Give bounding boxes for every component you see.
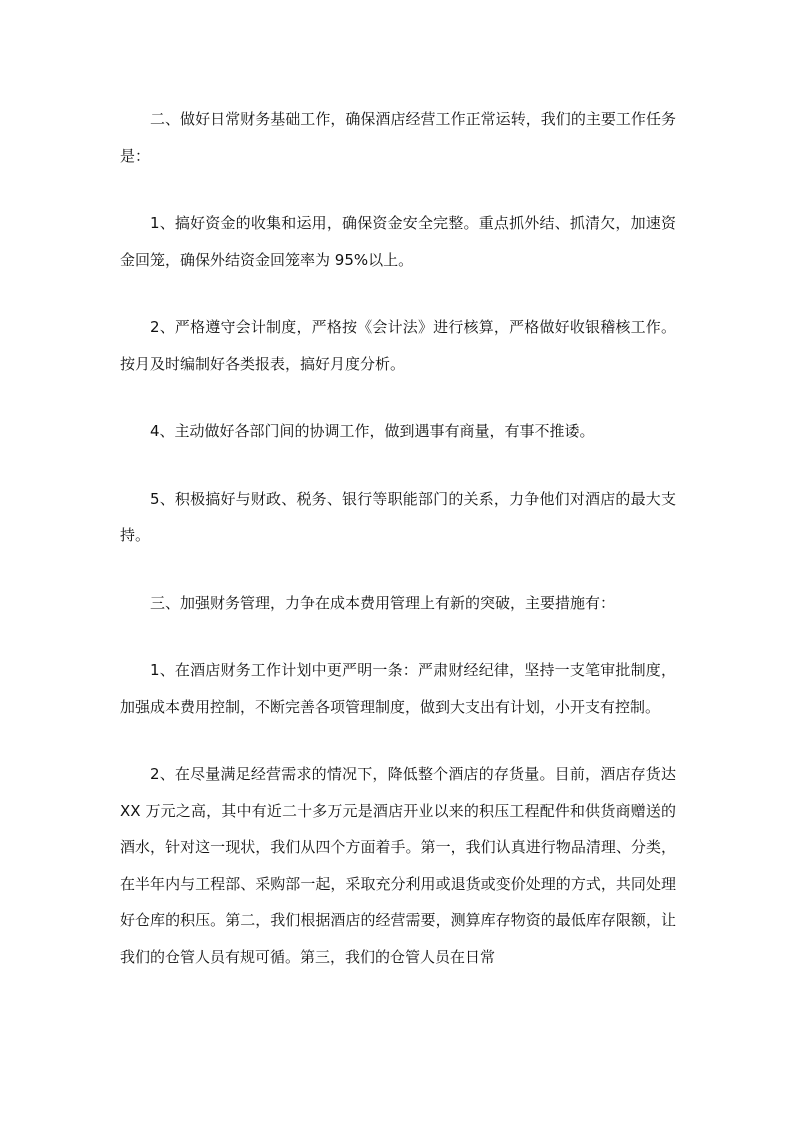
paragraph-item-4-coordination: 4、主动做好各部门间的协调工作，做到遇事有商量，有事不推诿。 [150, 422, 595, 440]
document-body [120, 101, 676, 975]
paragraph-gap [120, 450, 676, 481]
paragraph-item-5-relations: 5、积极搞好与财政、税务、银行等职能部门的关系，力争他们对酒店的最大支持。 [120, 489, 676, 544]
paragraph-item-1-funds: 1、搞好资金的收集和运用，确保资金安全完整。重点抓外结、抓清欠，加速资金回笼，确保外结资金回笼率为 95%以上。 [120, 214, 676, 269]
paragraph-measure-1-discipline: 1、在酒店财务工作计划中更严明一条：严肃财经纪律，坚持一支笔审批制度，加强成本费用控制，不断完善各项管理制度，做到大支出有计划，小开支有控制。 [120, 661, 676, 716]
paragraph-section-two-heading: 二、做好日常财务基础工作，确保酒店经营工作正常运转，我们的主要工作任务是： [120, 110, 676, 165]
paragraph-gap [120, 174, 676, 205]
paragraph-item-2-accounting: 2、严格遵守会计制度，严格按《会计法》进行核算，严格做好收银稽核工作。按月及时编制好各类报表，搞好月度分析。 [120, 318, 676, 373]
paragraph-gap [120, 621, 676, 652]
paragraph-gap [120, 725, 676, 756]
paragraph-gap [120, 382, 676, 413]
paragraph-gap [120, 554, 676, 585]
paragraph-gap [120, 278, 676, 309]
paragraph-section-three-heading: 三、加强财务管理，力争在成本费用管理上有新的突破，主要措施有： [150, 593, 616, 612]
paragraph-measure-2-inventory: 2、在尽量满足经营需求的情况下，降低整个酒店的存货量。目前，酒店存货达 XX 万元之高，其中有近二十多万元是酒店开业以来的积压工程配件和供货商赠送的酒水，针对这一现状，我们从四个方面着手。第一，我们认真进行物品清理、分类，在半年内与工程部、采购部一起，采取充分利用或退货或变价处理的方式，共同处理好仓库的积压。第二，我们根据酒店的经营需要，测算库存物资的最低库存限额，让我们的仓管人员有规可循。第三，我们的仓管人员在日常 [120, 765, 676, 966]
